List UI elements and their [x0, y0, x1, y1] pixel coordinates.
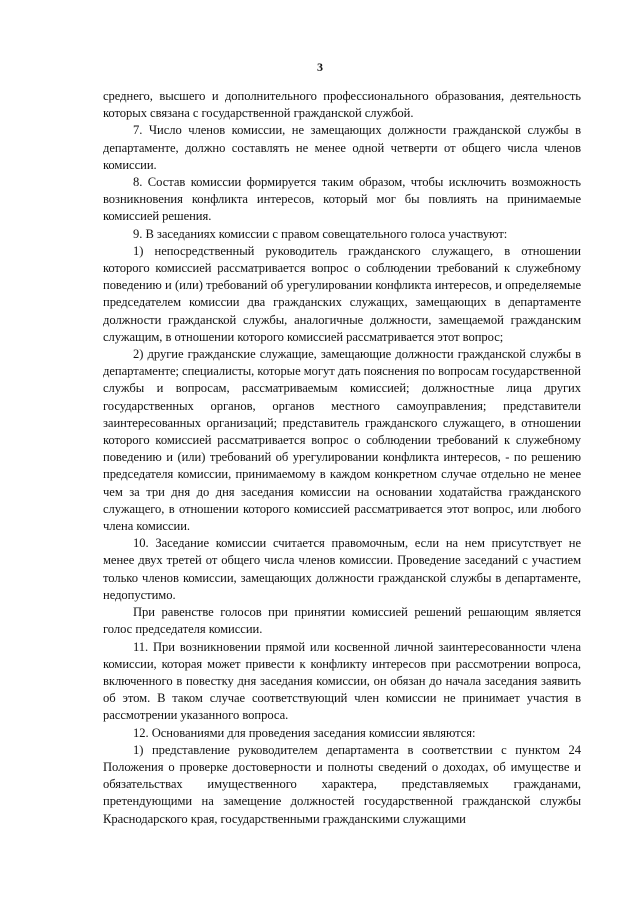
document-body — [103, 88, 581, 828]
paragraph-continuation: среднего, высшего и дополнительного профессионального образования, деятельность которых связана с государственной гражданской службой. — [103, 89, 581, 121]
paragraph-item-10-votes: При равенстве голосов при принятии комиссией решений решающим является голос председателя комиссии. — [103, 605, 581, 637]
paragraph-item-12: 12. Основаниями для проведения заседания комиссии являются: — [133, 725, 476, 740]
paragraph-item-7: 7. Число членов комиссии, не замещающих должности гражданской службы в департаменте, должно составлять не менее одной четверти от общего числа членов комиссии. — [103, 123, 581, 172]
paragraph-item-9-sub-1: 1) непосредственный руководитель гражданского служащего, в отношении которого комиссией рассматривается вопрос о соблюдении требований к служебному поведению и (или) требований об урегулировании конфликта интересов, и определяемые председателем комиссии два гражданских служащих, замещающих в департаменте должности гражданской службы, аналогичные должности, замещаемой гражданским служащим, в отношении которого комиссией рассматривается этот вопрос; — [103, 243, 581, 344]
paragraph-item-8: 8. Состав комиссии формируется таким образом, чтобы исключить возможность возникновения конфликта интересов, который мог бы повлиять на принимаемые комиссией решения. — [103, 175, 581, 224]
paragraph-item-12-sub-1: 1) представление руководителем департамента в соответствии с пунктом 24 Положения о проверке достоверности и полноты сведений о доходах, об имуществе и обязательствах имущественного характера, представляемых гражданами, претендующими на замещение должностей государственной гражданской службы Краснодарского края, государственными гражданскими служащими — [103, 742, 581, 826]
page-number: 3 — [317, 60, 323, 74]
paragraph-item-11: 11. При возникновении прямой или косвенной личной заинтересованности члена комиссии, которая может привести к конфликту интересов при рассмотрении вопроса, включенного в повестку дня заседания комиссии, он обязан до начала заседания заявить об этом. В таком случае соответствующий член комиссии не принимает участия в рассмотрении указанного вопроса. — [103, 639, 581, 723]
paragraph-item-9-sub-2: 2) другие гражданские служащие, замещающие должности гражданской службы в департаменте; специалисты, которые могут дать пояснения по вопросам государственной службы и вопросам, рассматриваемым комиссией; должностные лица других государственных органов, органов местного самоуправления; представители заинтересованных организаций; представитель гражданского служащего, в отношении которого комиссией рассматривается вопрос о соблюдении требований к служебному поведению и (или) требований об урегулировании конфликта интересов, - по решению председателя комиссии, принимаемому в каждом конкретном случае отдельно не менее чем за три дня до дня заседания комиссии на основании ходатайства гражданского служащего, в отношении которого комиссией рассматривается этот вопрос, или любого члена комиссии. — [103, 347, 581, 534]
paragraph-item-10: 10. Заседание комиссии считается правомочным, если на нем присутствует не менее двух третей от общего числа членов комиссии. Проведение заседаний с участием только членов комиссии, замещающих должности гражданской службы в департаменте, недопустимо. — [103, 536, 581, 602]
paragraph-item-9: 9. В заседаниях комиссии с правом совещательного голоса участвуют: — [133, 226, 508, 241]
